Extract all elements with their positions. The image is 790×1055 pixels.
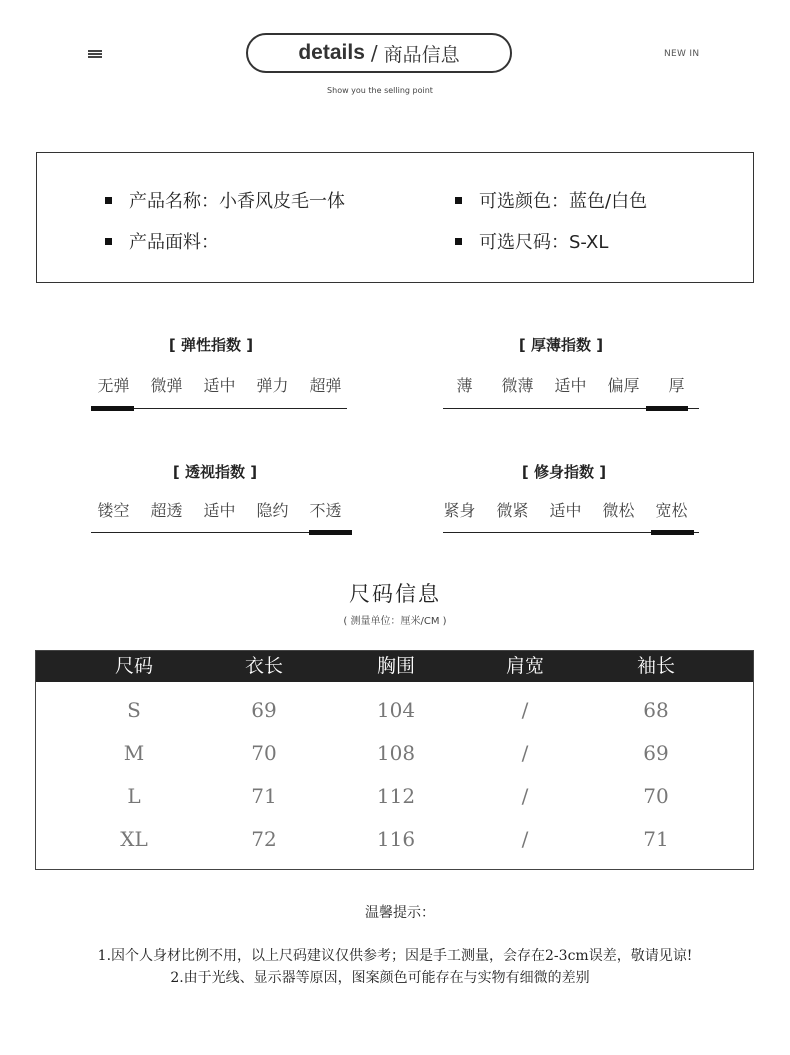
header-shoulder: 肩宽 [505,655,544,677]
note-line-2: 2.由于光线、显示器等原因，图案颜色可能存在与实物有细微的差别 [170,970,590,986]
transparency-option: 镂空 [97,501,130,520]
transparency-option: 不透 [309,501,342,520]
table-cell: 108 [376,741,416,765]
fit-option: 宽松 [655,501,688,520]
elasticity-option: 超弹 [309,376,342,395]
transparency-option: 超透 [150,501,183,520]
info-size-text: 可选尺码：S-XL [479,232,609,253]
elasticity-option: 弹力 [256,376,289,395]
info-product-fabric-text: 产品面料： [129,232,219,253]
fit-options [433,498,700,521]
size-info-unit: ( 测量单位：厘米/CM ) [343,616,447,627]
fit-index-title: [ 修身指数 ] [521,463,607,481]
header-length: 衣长 [244,655,283,677]
transparency-option: 隐约 [256,501,289,520]
table-cell: / [521,741,529,765]
thickness-options [438,373,705,396]
header-sleeve: 袖长 [636,655,675,677]
table-cell: L [127,784,141,808]
elasticity-option: 无弹 [97,376,130,395]
table-cell: 70 [251,741,277,765]
info-color-text: 可选颜色：蓝色/白色 [479,191,648,212]
table-cell: 70 [643,784,669,808]
elasticity-options [87,373,354,396]
size-table [35,650,754,870]
transparency-selected-marker [309,530,352,535]
table-cell: XL [120,827,148,851]
table-cell: 69 [251,698,277,722]
info-size [455,228,608,254]
thickness-index-title: [ 厚薄指数 ] [518,336,604,354]
note-line-1: 1.因个人身材比例不用，以上尺码建议仅供参考；因是手工测量，会存在2-3cm误差，敬请见谅! [97,948,693,964]
table-cell: / [521,698,529,722]
fit-selected-marker [651,530,694,535]
fit-option: 适中 [549,501,582,520]
thickness-option: 薄 [456,376,473,395]
details-title-pill [246,33,512,73]
fit-option: 微紧 [496,501,529,520]
table-cell: 71 [643,827,669,851]
elasticity-selected-marker [91,406,134,411]
thickness-option: 微薄 [501,376,534,395]
header-bust: 胸围 [376,655,415,677]
size-info-title: 尺码信息 [349,582,441,606]
bullet-icon [105,197,112,204]
fit-option: 紧身 [443,501,476,520]
table-cell: 116 [376,827,416,851]
info-color [455,187,647,213]
elasticity-option: 适中 [203,376,236,395]
thickness-option: 偏厚 [607,376,640,395]
info-product-name [105,187,345,213]
elasticity-option: 微弹 [150,376,183,395]
elasticity-index-title: [ 弹性指数 ] [168,336,254,354]
thickness-selected-marker [646,406,688,411]
title-zh: 商品信息 [383,43,460,66]
table-cell: 112 [376,784,416,808]
table-cell: S [127,698,141,722]
table-cell: 71 [251,784,277,808]
table-cell: / [521,827,529,851]
table-cell: M [123,741,145,765]
notes-title: 温馨提示： [365,905,435,921]
new-in-label: NEW IN [664,49,700,59]
transparency-index-title: [ 透视指数 ] [172,463,258,481]
bullet-icon [455,238,462,245]
info-product-fabric [105,228,219,254]
size-table-header [36,651,753,682]
bullet-icon [105,238,112,245]
transparency-option: 适中 [203,501,236,520]
bullet-icon [455,197,462,204]
info-product-name-text: 产品名称：小香风皮毛一体 [129,191,345,212]
subtitle: Show you the selling point [327,86,433,95]
table-cell: 72 [251,827,277,851]
title-en: details [298,41,365,64]
menu-icon [88,50,102,58]
transparency-options [87,498,354,521]
thickness-option: 厚 [668,376,685,395]
fit-option: 微松 [602,501,635,520]
table-cell: / [521,784,529,808]
table-cell: 68 [643,698,669,722]
table-cell: 69 [643,741,669,765]
header-size: 尺码 [114,655,153,677]
title-separator: / [370,41,378,65]
product-info-box [36,152,754,283]
table-cell: 104 [376,698,416,722]
thickness-option: 适中 [554,376,587,395]
